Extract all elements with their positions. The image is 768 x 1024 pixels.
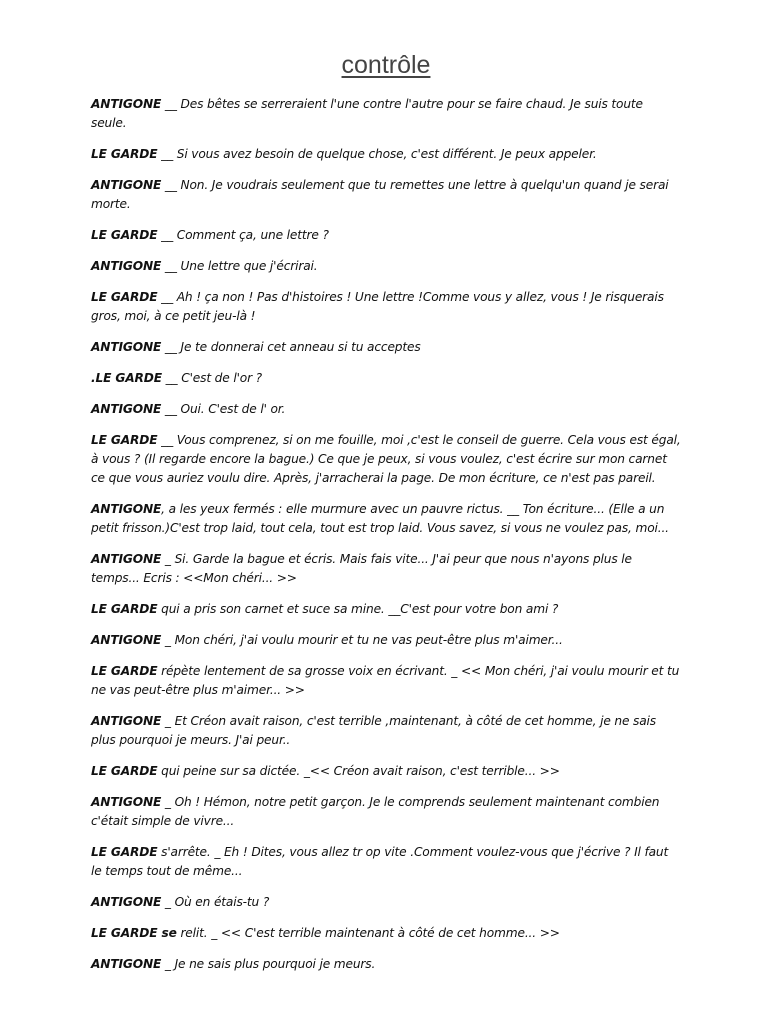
dialogue-line bbox=[91, 288, 681, 326]
line-text: répète lentement de sa grosse voix en écrivant. _ << Mon chéri, j'ai voulu mourir et tu ne vas peut-être plus m'aimer... >> bbox=[91, 664, 680, 697]
speaker-name: ANTIGONE bbox=[91, 97, 162, 111]
line-text: __ Si vous avez besoin de quelque chose, c'est différent. Je peux appeler. bbox=[157, 147, 597, 161]
line-text: _ Où en étais-tu ? bbox=[161, 895, 270, 909]
line-text: __ Des bêtes se serreraient l'une contre l'autre pour se faire chaud. Je suis toute seule. bbox=[91, 97, 643, 130]
speaker-name: LE GARDE bbox=[91, 228, 158, 242]
speaker-name: ANTIGONE bbox=[91, 957, 162, 971]
speaker-name: ANTIGONE bbox=[91, 552, 162, 566]
dialogue-line bbox=[91, 145, 681, 164]
line-text: __ Une lettre que j'écrirai. bbox=[161, 259, 318, 273]
speaker-name: LE GARDE bbox=[91, 764, 158, 778]
dialogue-line bbox=[91, 924, 681, 943]
line-text: __ C'est de l'or ? bbox=[161, 371, 262, 385]
speaker-name: ANTIGONE bbox=[91, 340, 162, 354]
speaker-name: LE GARDE se bbox=[91, 926, 177, 940]
dialogue-line bbox=[91, 226, 681, 245]
speaker-name: ANTIGONE bbox=[91, 633, 162, 647]
dialogue-line bbox=[91, 712, 681, 750]
dialogue-line bbox=[91, 95, 681, 133]
speaker-name: LE GARDE bbox=[91, 147, 158, 161]
line-text: _ Et Créon avait raison, c'est terrible ,maintenant, à côté de cet homme, je ne sais plus pourquoi je meurs. J'ai peur.. bbox=[91, 714, 656, 747]
dialogue-line bbox=[91, 893, 681, 912]
line-text: _ Je ne sais plus pourquoi je meurs. bbox=[161, 957, 376, 971]
speaker-name: .LE GARDE bbox=[91, 371, 162, 385]
dialogue-line bbox=[91, 793, 681, 831]
speaker-name: ANTIGONE bbox=[91, 895, 162, 909]
document-title: contrôle bbox=[341, 51, 431, 79]
dialogue-line bbox=[91, 369, 681, 388]
speaker-name: ANTIGONE bbox=[91, 178, 162, 192]
line-text: qui a pris son carnet et suce sa mine. __C'est pour votre bon ami ? bbox=[157, 602, 559, 616]
speaker-name: LE GARDE bbox=[91, 290, 158, 304]
line-text: __ Comment ça, une lettre ? bbox=[157, 228, 329, 242]
dialogue-line bbox=[91, 762, 681, 781]
dialogue-line bbox=[91, 955, 681, 974]
dialogue-line bbox=[91, 500, 681, 538]
line-text: , a les yeux fermés : elle murmure avec un pauvre rictus. __ Ton écriture... (Elle a un petit frisson.)C'est trop laid, tout cela, tout est trop laid. Vous savez, si vous ne voulez pas, moi... bbox=[91, 502, 669, 535]
speaker-name: ANTIGONE bbox=[91, 402, 162, 416]
line-text: __ Je te donnerai cet anneau si tu acceptes bbox=[161, 340, 421, 354]
line-text: qui peine sur sa dictée. _<< Créon avait raison, c'est terrible... >> bbox=[157, 764, 560, 778]
line-text: _ Si. Garde la bague et écris. Mais fais vite... J'ai peur que nous n'ayons plus le temps... Ecris : <<Mon chéri... >> bbox=[91, 552, 632, 585]
line-text: _ Oh ! Hémon, notre petit garçon. Je le comprends seulement maintenant combien c'était simple de vivre... bbox=[91, 795, 660, 828]
document-page bbox=[91, 48, 681, 986]
dialogue-line bbox=[91, 400, 681, 419]
line-text: __ Ah ! ça non ! Pas d'histoires ! Une lettre !Comme vous y allez, vous ! Je risquerais gros, moi, à ce petit jeu-là ! bbox=[91, 290, 664, 323]
dialogue-line bbox=[91, 257, 681, 276]
speaker-name: LE GARDE bbox=[91, 664, 158, 678]
dialogue-line bbox=[91, 631, 681, 650]
speaker-name: LE GARDE bbox=[91, 433, 158, 447]
dialogue-line bbox=[91, 662, 681, 700]
speaker-name: LE GARDE bbox=[91, 845, 158, 859]
speaker-name: LE GARDE bbox=[91, 602, 158, 616]
line-text: __ Non. Je voudrais seulement que tu remettes une lettre à quelqu'un quand je serai morte. bbox=[91, 178, 669, 211]
line-text: _ Mon chéri, j'ai voulu mourir et tu ne vas peut-être plus m'aimer... bbox=[161, 633, 563, 647]
dialogue-body bbox=[91, 95, 681, 974]
dialogue-line bbox=[91, 600, 681, 619]
line-text: s'arrête. _ Eh ! Dites, vous allez tr op vite .Comment voulez-vous que j'écrive ? Il faut le temps tout de même... bbox=[91, 845, 669, 878]
dialogue-line bbox=[91, 843, 681, 881]
dialogue-line bbox=[91, 431, 681, 488]
dialogue-line bbox=[91, 550, 681, 588]
line-text: relit. _ << C'est terrible maintenant à côté de cet homme... >> bbox=[176, 926, 560, 940]
dialogue-line bbox=[91, 338, 681, 357]
line-text: __ Oui. C'est de l' or. bbox=[161, 402, 286, 416]
speaker-name: ANTIGONE bbox=[91, 502, 162, 516]
speaker-name: ANTIGONE bbox=[91, 259, 162, 273]
line-text: __ Vous comprenez, si on me fouille, moi ,c'est le conseil de guerre. Cela vous est égal, à vous ? (Il regarde encore la bague.) Ce que je peux, si vous voulez, c'est écrire sur mon carnet ce que vous auriez voulu dire. Après, j'arracherai la page. De mon écriture, ce n'est pas pareil. bbox=[91, 433, 681, 485]
speaker-name: ANTIGONE bbox=[91, 714, 162, 728]
dialogue-line bbox=[91, 176, 681, 214]
speaker-name: ANTIGONE bbox=[91, 795, 162, 809]
